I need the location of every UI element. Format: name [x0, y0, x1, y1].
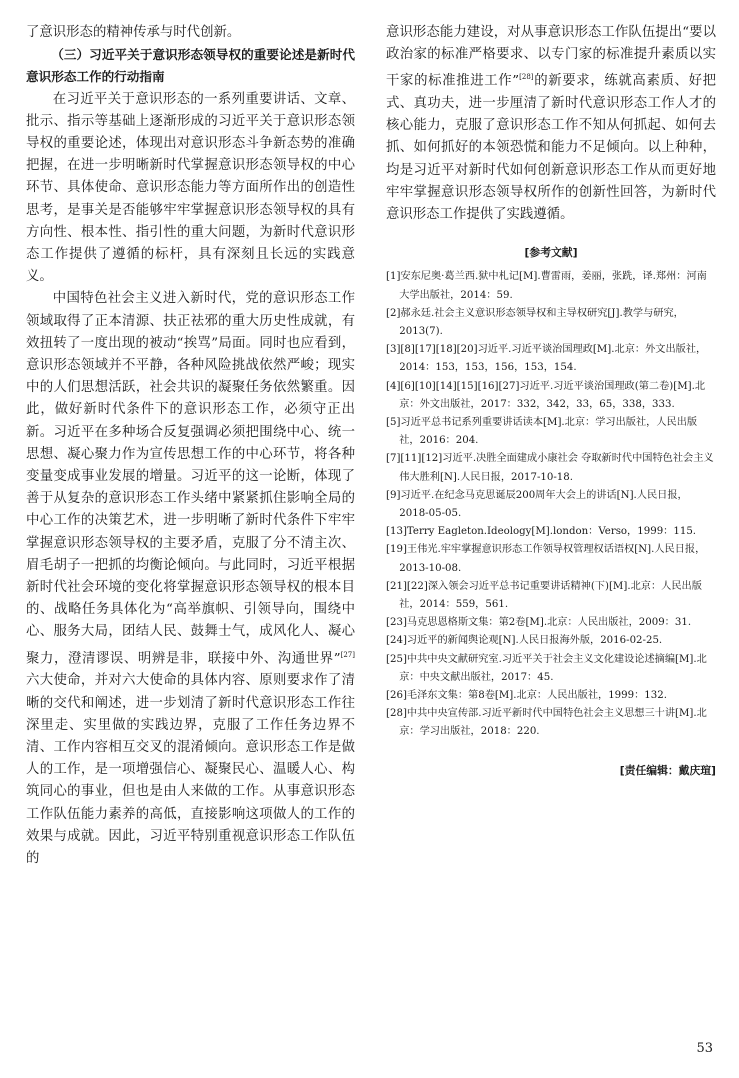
page-number: 53 — [696, 1041, 713, 1056]
right-column — [386, 22, 716, 778]
reference-item: [3][8][17][18][20]习近平.习近平谈治国理政[M].北京：外文出版社，2014：153，153，156，153，154. — [386, 344, 707, 374]
left-column — [26, 22, 355, 870]
continued-paragraph — [386, 22, 716, 226]
references-title: [参考文献] — [524, 246, 578, 260]
continued-paragraph-text-b: 的新要求，练就高素质、好把式、真功夫，进一步厘清了新时代意识形态工作人才的核心能力，克服了意识形态工作不知从何抓起、如何去抓、如何抓好的本领恐慌和能力不足倾向。以上种种，均是习近平对新时代如何创新意识形态工作从而更好地牢牢掌握意识形态领导权所作的创新性回答，为新时代意识形态工作提供了实践遵循。 — [386, 73, 716, 223]
reference-item: [2]郝永廷.社会主义意识形态领导权和主导权研究[J].教学与研究，2013(7). — [386, 307, 684, 337]
reference-item: [9]习近平.在纪念马克思诞辰200周年大会上的讲话[N].人民日报，2018-05-05. — [386, 489, 688, 519]
citation-28: [28] — [519, 73, 534, 82]
citation-27: [27] — [340, 650, 355, 659]
reference-item: [23]马克思恩格斯文集：第2卷[M].北京：人民出版社，2009：31. — [386, 617, 692, 629]
intro-line: 了意识形态的精神传承与时代创新。 — [26, 25, 241, 40]
references-list — [386, 268, 716, 741]
body-paragraph-2-continued: 六大使命，并对六大使命的具体内容、原则要求作了清晰的交代和阐述，进一步划清了新时代意识形态工作往深里走、实里做的实践边界，克服了工作任务边界不清、工作内容相互交叉的混淆倾向。意识形态工作是做人的工作，是一项增强信心、凝聚民心、温暖人心、构筑同心的事业，但也是由人来做的工作。从事意识形态工作队伍能力素养的高低，直接影响这项做人的工作的效果与成就。因此，习近平特别重视意识形态工作队伍的 — [26, 673, 355, 866]
reference-item: [13]Terry Eagleton.Ideology[M].london：Verso，1999：115. — [386, 526, 697, 538]
body-paragraph-2-text: 中国特色社会主义进入新时代，党的意识形态工作领域取得了正本清源、扶正祛邪的重大历史性成就，有效扭转了一度出现的被动“挨骂”局面。同时也应看到，意识形态领域并不平静，各种风险挑战依然严峻；现实中的人们思想活跃，社会共识的凝聚任务依然繁重。因此，做好新时代条件下的意识形态工作，必须守正出新。习近平在多种场合反复强调必须把围绕中心、统一思想、凝心聚力作为宣传思想工作的中心环节，将各种变量变成事业发展的增量。习近平的这一论断，体现了善于从复杂的意识形态工作头绪中紧紧抓住影响全局的中心工作的决策艺术，进一步明晰了新时代条件下牢牢掌握意识形态领导权的主要矛盾，克服了分不清主次、眉毛胡子一把抓的均衡论倾向。与此同时，习近平根据新时代社会环境的变化将掌握意识形态领导权的根本目的、战略任务具体化为“高举旗帜、引领导向，围绕中心、服务大局，团结人民、鼓舞士气，成风化人、凝心聚力，澄清谬误、明辨是非，联接中外、沟通世界” — [26, 291, 355, 667]
reference-item: [24]习近平的新闻舆论观[N].人民日报海外版，2016-02-25. — [386, 635, 663, 647]
reference-item: [26]毛泽东文集：第8卷[M].北京：人民出版社，1999：132. — [386, 689, 667, 701]
continued-paragraph-text-a: 意识形态能力建设，对从事意识形态工作队伍提出“要以政治家的标准严格要求、以专门家的标准提升素质以实干家的标准推进工作” — [386, 25, 716, 89]
editor-credit: [责任编辑：戴庆瑄] — [619, 763, 716, 777]
reference-item: [7][11][12]习近平.决胜全面建成小康社会 夺取新时代中国特色社会主义伟大胜利[N].人民日报，2017-10-18. — [386, 453, 714, 483]
reference-item: [19]王伟光.牢牢掌握意识形态工作领导权管理权话语权[N].人民日报，2013-10-08. — [386, 544, 706, 574]
reference-item: [1]安东尼奥·葛兰西.狱中札记[M].曹雷雨，姜丽，张跣，译.郑州：河南大学出版社，2014：59. — [386, 271, 707, 301]
reference-item: [4][6][10][14][15][16][27]习近平.习近平谈治国理政(第二卷)[M].北京：外文出版社，2017：332，342，33，65，338，333. — [386, 380, 706, 410]
reference-item: [28]中共中央宣传部.习近平新时代中国特色社会主义思想三十讲[M].北京：学习出版社，2018：220. — [386, 708, 707, 738]
reference-item: [21][22]深入领会习近平总书记重要讲话精神(下)[M].北京：人民出版社，2014：559，561. — [386, 580, 702, 610]
section-heading: （三）习近平关于意识形态领导权的重要论述是新时代意识形态工作的行动指南 — [26, 47, 355, 85]
reference-item: [5]习近平总书记系列重要讲话读本[M].北京：学习出版社，人民出版社，2016：204. — [386, 416, 698, 447]
body-paragraph-2 — [26, 288, 355, 870]
body-paragraph-1: 在习近平关于意识形态的一系列重要讲话、文章、批示、指示等基础上逐渐形成的习近平关于意识形态领导权的重要论述，体现出对意识形态斗争新态势的准确把握，在进一步明晰新时代掌握意识形态领导权的中心环节、具体使命、意识形态能力等方面所作出的创造性思考，是事关是否能够牢牢掌握意识形态领导权的具有方向性、根本性、指引性的重大问题，为新时代意识形态工作提供了遵循的标杆，具有深刻且长远的实践意义。 — [26, 91, 355, 285]
reference-item: [25]中共中央文献研究室.习近平关于社会主义文化建设论述摘编[M].北京：中央文献出版社，2017：45. — [386, 653, 707, 683]
